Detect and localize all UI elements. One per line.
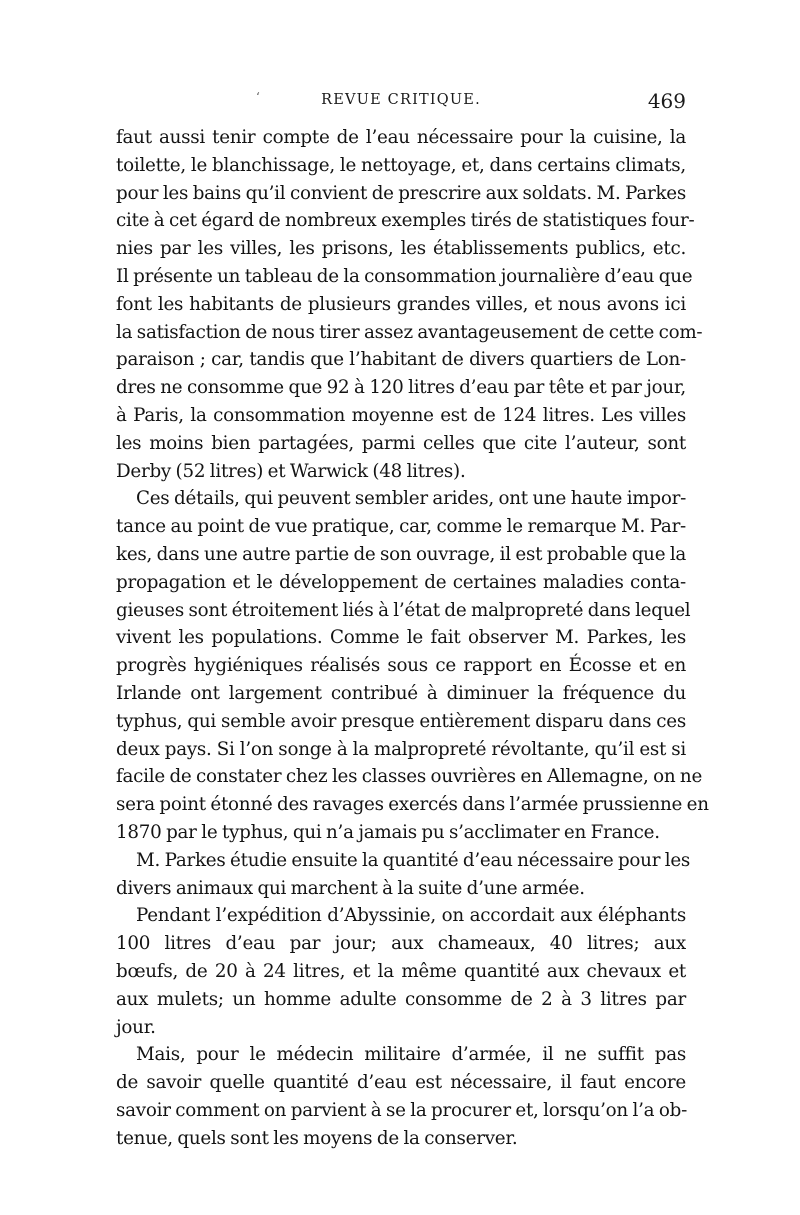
paragraph-start-line: M. Parkes étudie ensuite la quantité d’eau nécessaire pour les <box>136 849 691 871</box>
text-line: les moins bien partagées, parmi celles que cite l’auteur, sont <box>116 432 686 454</box>
paragraph-end-line: divers animaux qui marchent à la suite d’une armée. <box>116 877 585 899</box>
body-text <box>116 124 709 1152</box>
text-line: à Paris, la consommation moyenne est de 124 litres. Les villes <box>116 404 686 426</box>
header-tick-mark: ʻ <box>256 90 260 104</box>
text-line: savoir comment on parvient à se la procurer et, lorsqu’on l’a ob- <box>116 1099 688 1121</box>
paragraph-end-line: 1870 par le typhus, qui n’a jamais pu s’acclimater en France. <box>116 821 660 843</box>
paragraph-start-line: Ces détails, qui peuvent sembler arides, ont une haute impor- <box>136 488 686 510</box>
text-line: 100 litres d’eau par jour; aux chameaux, 40 litres; aux <box>116 933 686 955</box>
text-line: de savoir quelle quantité d’eau est nécessaire, il faut encore <box>116 1072 686 1094</box>
text-line: deux pays. Si l’on songe à la malpropreté révoltante, qu’il est si <box>116 738 686 760</box>
text-line: vivent les populations. Comme le fait observer M. Parkes, les <box>116 627 686 649</box>
text-line: facile de constater chez les classes ouvrières en Allemagne, on ne <box>116 766 703 788</box>
text-line: faut aussi tenir compte de l’eau nécessaire pour la cuisine, la <box>116 127 686 148</box>
text-line: sera point étonné des ravages exercés dans l’armée prussienne en <box>116 794 709 816</box>
text-line: propagation et le développement de certaines maladies conta- <box>116 571 686 593</box>
text-line: kes, dans une autre partie de son ouvrage, il est probable que la <box>116 543 687 565</box>
bottom-margin <box>0 1135 800 1215</box>
text-line: typhus, qui semble avoir presque entièrement disparu dans ces <box>116 710 686 732</box>
text-line: gieuses sont étroitement liés à l’état de malpropreté dans lequel <box>116 599 691 621</box>
text-line: bœufs, de 20 à 24 litres, et la même quantité aux chevaux et <box>116 960 686 982</box>
paragraph-start-line: Mais, pour le médecin militaire d’armée, il ne suffit pas <box>136 1044 686 1066</box>
text-line: paraison ; car, tandis que l’habitant de divers quartiers de Lon- <box>116 349 686 371</box>
paragraph-end-line: Derby (52 litres) et Warwick (48 litres). <box>116 460 466 482</box>
running-header <box>116 89 686 120</box>
text-line: dres ne consomme que 92 à 120 litres d’eau par tête et par jour, <box>116 377 686 399</box>
text-line: Irlande ont largement contribué à diminuer la fréquence du <box>116 682 686 704</box>
text-line: pour les bains qu’il convient de prescrire aux soldats. M. Parkes <box>116 182 686 204</box>
running-title: REVUE CRITIQUE. <box>321 92 481 108</box>
text-line: font les habitants de plusieurs grandes villes, et nous avons ici <box>116 293 686 315</box>
page-number: 469 <box>647 89 686 113</box>
text-line: la satisfaction de nous tirer assez avantageusement de cette com- <box>116 321 703 343</box>
paragraph-start-line: Pendant l’expédition d’Abyssinie, on accordait aux éléphants <box>136 905 686 927</box>
paragraph-end-line: tenue, quels sont les moyens de la conserver. <box>116 1127 518 1149</box>
text-line: progrès hygiéniques réalisés sous ce rapport en Écosse et en <box>116 655 686 677</box>
text-line: aux mulets; un homme adulte consomme de 2 à 3 litres par <box>116 988 686 1010</box>
text-line: nies par les villes, les prisons, les établissements publics, etc. <box>116 238 686 260</box>
text-line: tance au point de vue pratique, car, comme le remarque M. Par- <box>116 516 686 538</box>
paragraph-end-line: jour. <box>116 1016 156 1038</box>
text-line: toilette, le blanchissage, le nettoyage, et, dans certains climats, <box>116 154 686 176</box>
text-line: Il présente un tableau de la consommation journalière d’eau que <box>116 265 693 287</box>
text-line: cite à cet égard de nombreux exemples tirés de statistiques four- <box>116 210 695 232</box>
